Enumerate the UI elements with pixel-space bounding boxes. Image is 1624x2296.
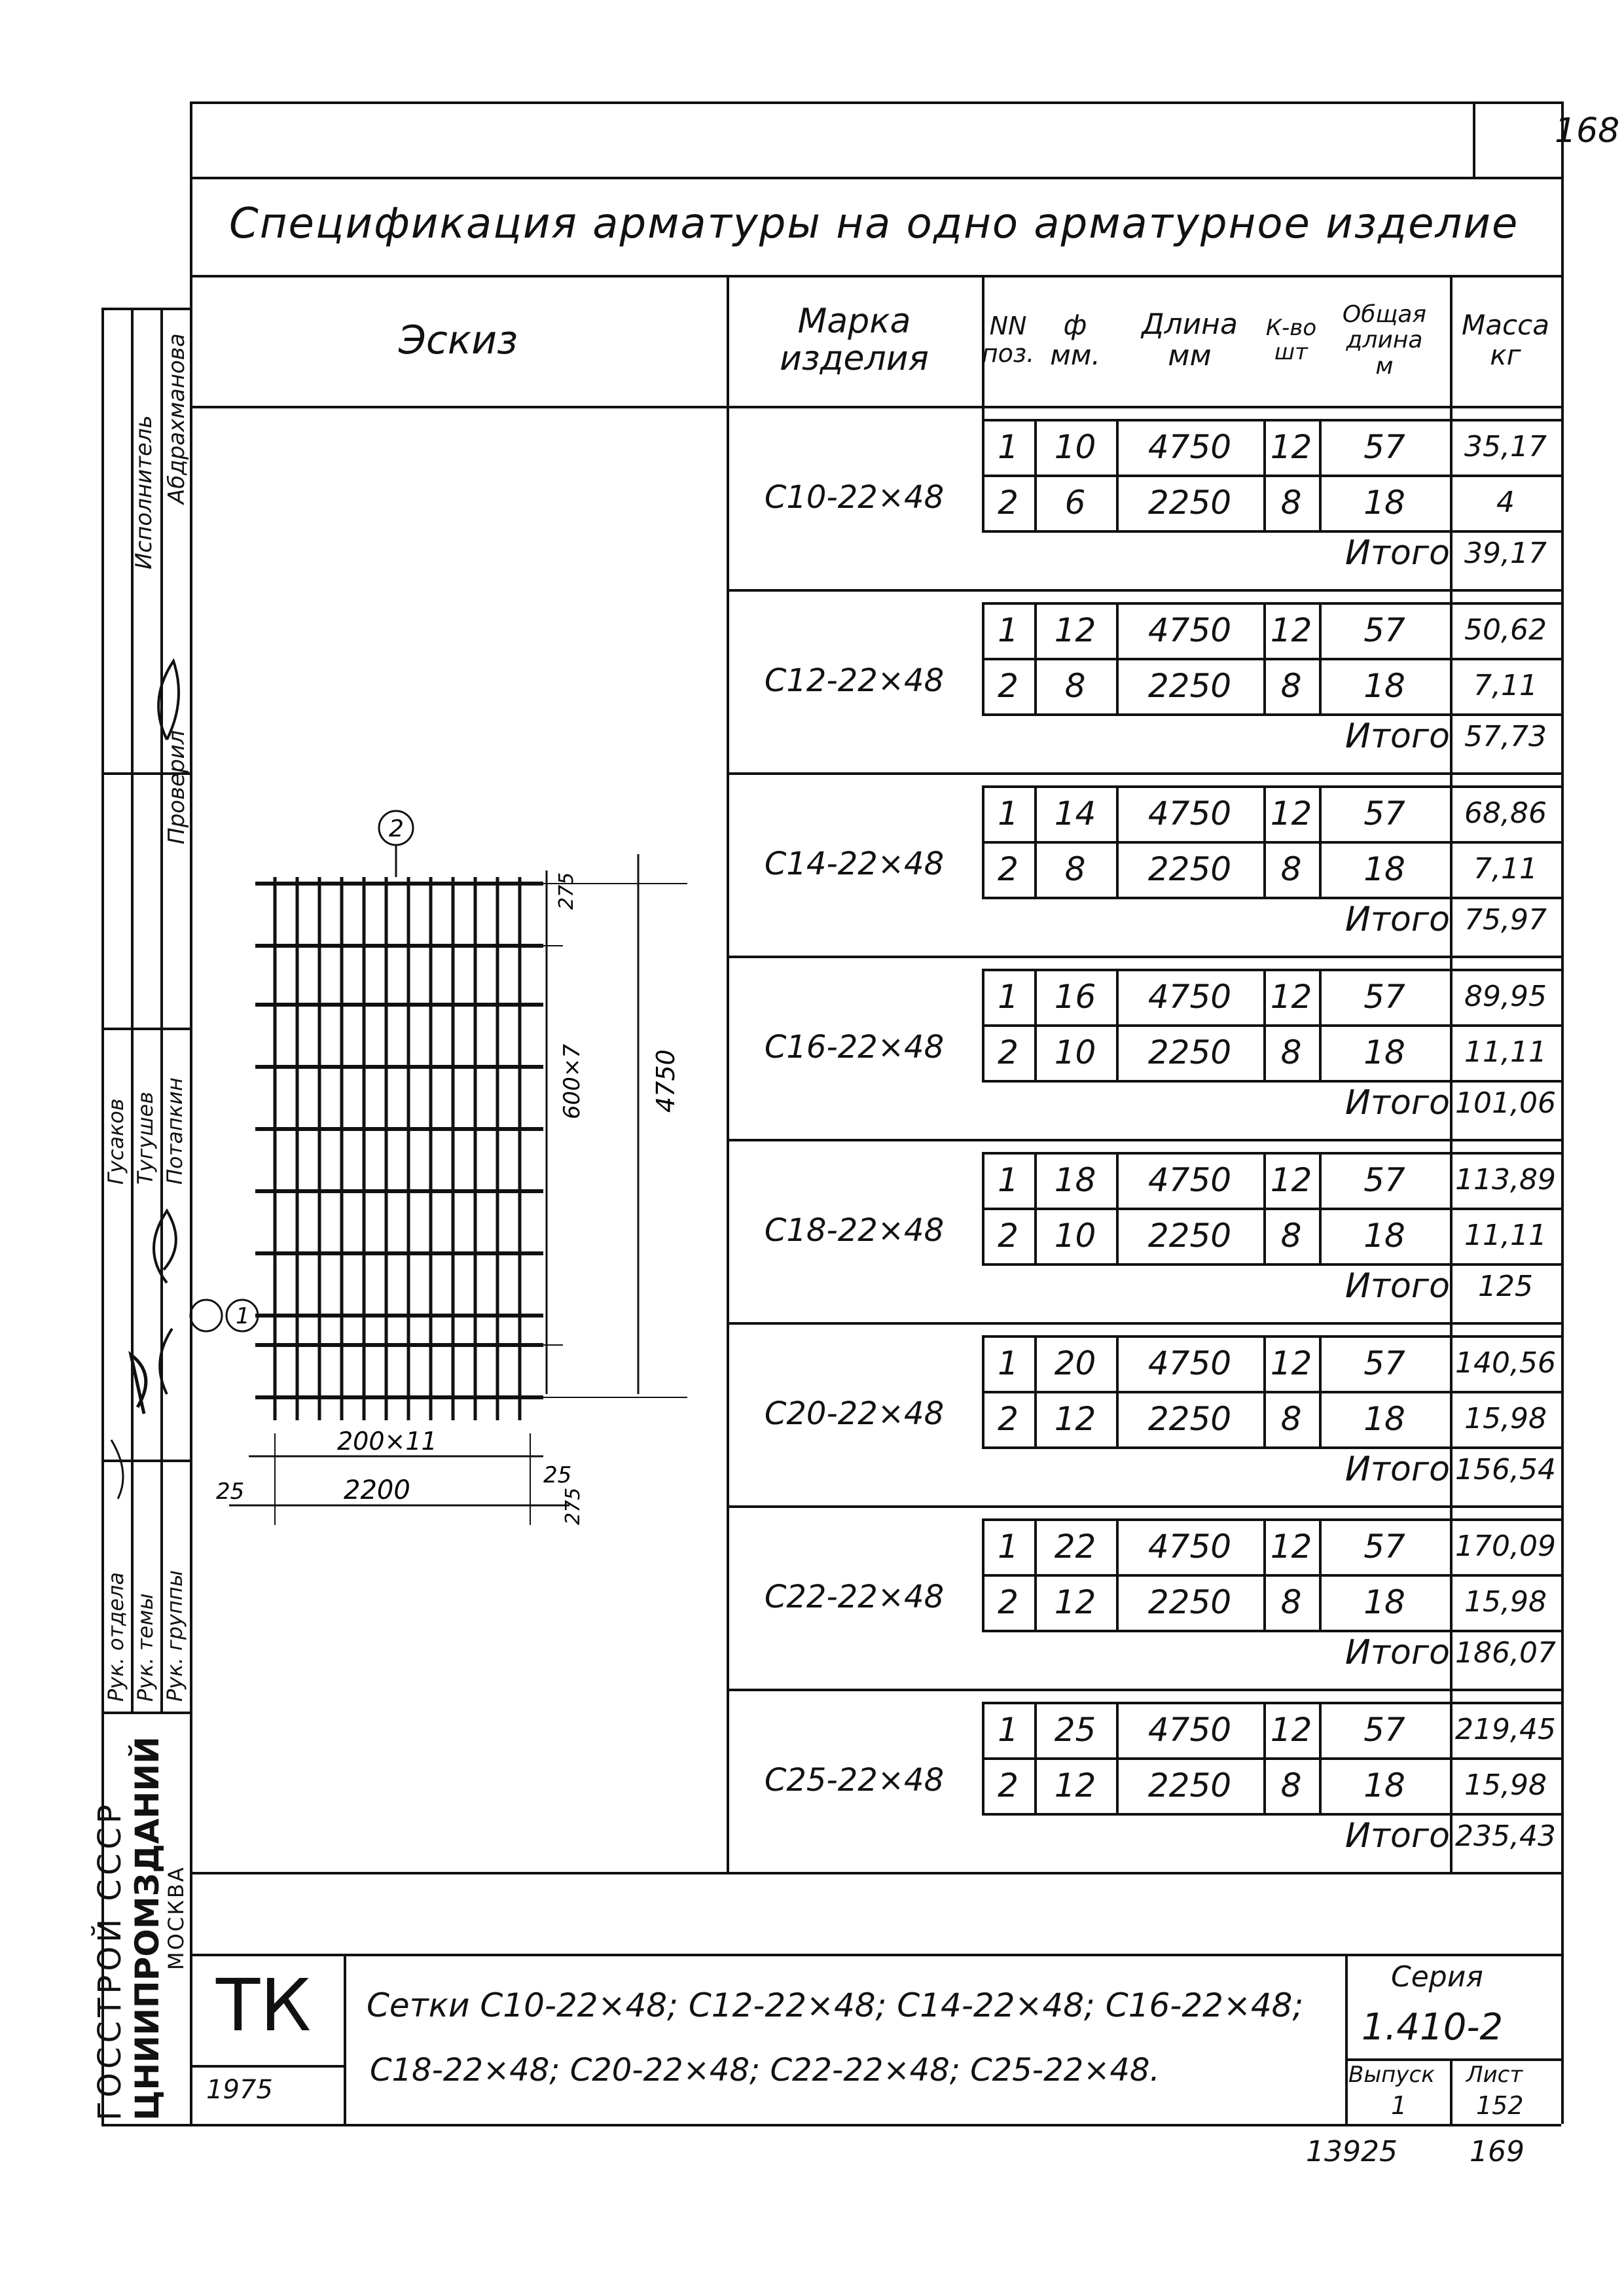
table-cell: 4750 (1147, 427, 1232, 466)
callout-1-label: 1 (236, 1303, 250, 1329)
table-cell: 12 (1270, 977, 1312, 1016)
callout-2-label: 2 (389, 816, 404, 842)
table-cell: 18 (1363, 850, 1405, 888)
table-cell: 57 (1363, 611, 1405, 649)
table-cell: 57 (1363, 1527, 1405, 1566)
org-gosstroy: ГОССТРОЙ СССР (92, 1801, 128, 2121)
table-cell: 2250 (1147, 850, 1232, 888)
header-total-length (1319, 275, 1450, 406)
side-col4-bottom: Абдрахманова (164, 333, 190, 504)
table-cell: 22 (1054, 1527, 1096, 1566)
stamp-series-line (1345, 2058, 1561, 2061)
block-separator (727, 1139, 1561, 1141)
total-value: 235,43 (1455, 1819, 1556, 1853)
org-moskva: МОСКВА (164, 1865, 189, 1970)
table-cell: 2250 (1147, 1399, 1232, 1438)
frame-top-line (190, 101, 1561, 104)
table-cell: 2 (998, 483, 1019, 522)
table-cell: 15,98 (1464, 1402, 1547, 1435)
table-cell: 2 (998, 1583, 1019, 1621)
header-pos-line2: поз. (981, 339, 1035, 368)
table-cell: 8 (1280, 850, 1302, 888)
header-total-length-line3: м (1375, 352, 1394, 380)
stamp-sheet-label: Лист (1466, 2062, 1523, 2088)
table-cell: 2250 (1147, 1583, 1232, 1621)
total-label: Итого (1344, 1266, 1450, 1306)
table-cell: 12 (1270, 1527, 1312, 1566)
product-mark: С18-22×48 (764, 1212, 945, 1249)
table-cell: 18 (1363, 1766, 1405, 1804)
product-mark: С10-22×48 (764, 479, 945, 516)
table-cell: 18 (1363, 1583, 1405, 1621)
table-cell: 7,11 (1473, 852, 1538, 886)
frame-right-line (1561, 101, 1564, 2124)
table-cell: 2250 (1147, 483, 1232, 522)
product-mark: С25-22×48 (764, 1762, 945, 1799)
side-row-line-4 (101, 1712, 190, 1714)
table-cell: 140,56 (1455, 1346, 1556, 1380)
side-block-top-line (101, 308, 190, 310)
table-cell: 11,11 (1464, 1219, 1547, 1252)
stamp-year-line (190, 2065, 344, 2068)
header-mark-line2: изделия (780, 339, 929, 378)
table-cell: 219,45 (1455, 1713, 1556, 1746)
table-cell: 12 (1270, 794, 1312, 833)
block-separator (727, 1689, 1561, 1691)
table-cell: 4750 (1147, 1344, 1232, 1382)
footer-page-number: 169 (1470, 2135, 1525, 2168)
table-cell: 12 (1054, 1399, 1096, 1438)
table-cell: 18 (1363, 1033, 1405, 1071)
header-mass-line1: Масса (1462, 308, 1549, 341)
table-cell: 8 (1280, 1033, 1302, 1071)
table-cell: 15,98 (1464, 1585, 1547, 1619)
table-cell: 12 (1270, 427, 1312, 466)
table-cell: 12 (1054, 1583, 1096, 1621)
dim-spacing-label: 200×11 (337, 1427, 437, 1456)
stamp-top-line (190, 1954, 1561, 1956)
table-cell: 10 (1054, 427, 1096, 466)
side-role-3: Рук. группы (162, 1570, 187, 1702)
stamp-col-line-2 (1345, 1954, 1348, 2124)
side-role-2: Рук. темы (133, 1593, 158, 1702)
side-name-3: Потапкин (162, 1077, 187, 1185)
block-separator (727, 589, 1561, 592)
table-cell: 4 (1496, 486, 1515, 519)
total-label: Итого (1344, 900, 1450, 939)
table-cell: 8 (1280, 1583, 1302, 1621)
table-cell: 2 (998, 666, 1019, 705)
stamp-issue-label: Выпуск (1348, 2062, 1435, 2088)
header-length-line1: Длина (1142, 307, 1238, 341)
table-cell: 57 (1363, 1160, 1405, 1199)
dim-width-label: 2200 (344, 1475, 410, 1505)
header-quantity-line2: шт (1274, 339, 1308, 365)
callout-1 (196, 1283, 288, 1348)
table-cell: 8 (1064, 850, 1086, 888)
table-cell: 57 (1363, 977, 1405, 1016)
header-total-length-line2: длина (1346, 327, 1423, 354)
col-line-mass (1450, 275, 1453, 1872)
stamp-year: 1975 (206, 2075, 273, 2105)
dim-total-label: 4750 (651, 1049, 680, 1113)
table-cell: 2 (998, 1033, 1019, 1071)
table-cell: 1 (998, 977, 1019, 1016)
table-cell: 18 (1363, 483, 1405, 522)
table-cell: 2 (998, 1766, 1019, 1804)
table-cell: 16 (1054, 977, 1096, 1016)
stamp-code: ТК (216, 1964, 312, 2047)
table-cell: 57 (1363, 1710, 1405, 1749)
table-cell: 10 (1054, 1216, 1096, 1255)
table-cell: 12 (1054, 1766, 1096, 1804)
table-cell: 57 (1363, 1344, 1405, 1382)
table-cell: 4750 (1147, 1160, 1232, 1199)
table-cell: 7,11 (1473, 669, 1538, 702)
table-cell: 4750 (1147, 1527, 1232, 1566)
product-mark: С14-22×48 (764, 846, 945, 882)
table-cell: 8 (1280, 1216, 1302, 1255)
table-cell: 2 (998, 1216, 1019, 1255)
header-diameter-line2: мм. (1050, 339, 1100, 371)
table-cell: 12 (1270, 1344, 1312, 1382)
header-quantity-line1: К-во (1265, 314, 1317, 341)
table-cell: 1 (998, 1710, 1019, 1749)
table-cell: 4750 (1147, 794, 1232, 833)
table-cell: 1 (998, 794, 1019, 833)
total-label: Итого (1344, 533, 1450, 573)
table-cell: 14 (1054, 794, 1096, 833)
header-pos (982, 275, 1034, 406)
total-label: Итого (1344, 1816, 1450, 1856)
stamp-series-label: Серия (1391, 1960, 1483, 1994)
title-line (190, 275, 1561, 278)
product-mark: С20-22×48 (764, 1395, 945, 1432)
table-cell: 20 (1054, 1344, 1096, 1382)
header-sketch (190, 275, 727, 406)
col-line-mark (727, 275, 729, 1872)
side-col3-bottom: Проверил (164, 730, 190, 844)
page-number-line (190, 177, 1561, 179)
dim-bottom-label: 275 (562, 1487, 585, 1525)
table-cell: 15,98 (1464, 1768, 1547, 1802)
page-title: Спецификация арматуры на одно арматурное изделие (229, 200, 1519, 248)
header-mark-line1: Марка (797, 301, 911, 341)
total-value: 125 (1478, 1269, 1533, 1303)
stamp-series-value: 1.410-2 (1362, 2006, 1504, 2049)
table-cell: 35,17 (1464, 430, 1547, 463)
table-cell: 12 (1054, 611, 1096, 649)
product-mark: С22-22×48 (764, 1579, 945, 1615)
table-cell: 2250 (1147, 1216, 1232, 1255)
total-value: 101,06 (1455, 1086, 1556, 1120)
table-cell: 1 (998, 1160, 1019, 1199)
stamp-col-line-1 (344, 1954, 346, 2124)
table-cell: 1 (998, 611, 1019, 649)
table-cell: 57 (1363, 427, 1405, 466)
dim-left-label: 25 (216, 1479, 245, 1505)
table-cell: 18 (1363, 1216, 1405, 1255)
side-name-2: Тугушев (133, 1091, 158, 1185)
header-quantity (1263, 275, 1319, 406)
mesh-width-dims (216, 1427, 622, 1571)
table-cell: 2 (998, 1399, 1019, 1438)
table-cell: 8 (1280, 666, 1302, 705)
total-value: 75,97 (1464, 903, 1547, 937)
stamp-description-line1: Сетки С10-22×48; С12-22×48; С14-22×48; С16-22×48; (367, 1986, 1304, 2024)
table-cell: 2250 (1147, 1766, 1232, 1804)
table-cell: 4750 (1147, 977, 1232, 1016)
page-number-divider (1473, 101, 1475, 177)
total-value: 57,73 (1464, 719, 1547, 753)
total-value: 186,07 (1455, 1636, 1556, 1670)
block-separator (727, 1505, 1561, 1508)
header-diameter-line1: ф (1063, 308, 1087, 341)
table-cell: 6 (1064, 483, 1086, 522)
table-cell: 12 (1270, 611, 1312, 649)
table-cell: 12 (1270, 1160, 1312, 1199)
table-cell: 2 (998, 850, 1019, 888)
header-line (190, 406, 1561, 408)
dim-top-label: 275 (555, 872, 578, 910)
table-cell: 113,89 (1455, 1163, 1556, 1196)
dim-right-label: 25 (543, 1462, 572, 1488)
table-cell: 50,62 (1464, 613, 1547, 647)
table-cell: 8 (1064, 666, 1086, 705)
page-number: 168 (1555, 111, 1620, 151)
header-total-length-line1: Общая (1342, 300, 1427, 328)
frame-bottom-line (101, 2124, 1561, 2126)
block-separator (727, 956, 1561, 958)
dim-mid-label: 600×7 (559, 1043, 585, 1119)
header-length (1116, 275, 1263, 406)
header-mass-line2: кг (1490, 339, 1521, 371)
stamp-sheet-value: 152 (1476, 2091, 1524, 2120)
side-name-1: Гусаков (103, 1098, 128, 1185)
header-length-line2: мм (1168, 339, 1212, 372)
total-label: Итого (1344, 1633, 1450, 1672)
total-label: Итого (1344, 717, 1450, 756)
product-mark: С16-22×48 (764, 1029, 945, 1066)
org-tsniipromzdaniy: ЦНИИПРОМЗДАНИЙ (128, 1736, 166, 2121)
table-cell: 8 (1280, 1766, 1302, 1804)
table-cell: 8 (1280, 1399, 1302, 1438)
header-mark (727, 275, 982, 406)
table-cell: 68,86 (1464, 797, 1547, 830)
table-bottom-line (190, 1872, 1561, 1874)
table-cell: 4750 (1147, 1710, 1232, 1749)
table-cell: 18 (1054, 1160, 1096, 1199)
table-cell: 11,11 (1464, 1035, 1547, 1069)
stamp-description-line2: С18-22×48; С20-22×48; С22-22×48; С25-22×48. (370, 2052, 1160, 2089)
table-cell: 25 (1054, 1710, 1096, 1749)
table-cell: 10 (1054, 1033, 1096, 1071)
table-cell: 1 (998, 1344, 1019, 1382)
side-role-1: Рук. отдела (103, 1572, 128, 1702)
table-cell: 1 (998, 427, 1019, 466)
block-separator (727, 1322, 1561, 1325)
total-label: Итого (1344, 1450, 1450, 1489)
side-col3-top: Исполнитель (131, 415, 157, 569)
table-cell: 2250 (1147, 666, 1232, 705)
table-cell: 8 (1280, 483, 1302, 522)
product-mark: С12-22×48 (764, 662, 945, 699)
total-label: Итого (1344, 1083, 1450, 1122)
table-cell: 57 (1363, 794, 1405, 833)
header-diameter (1034, 275, 1116, 406)
table-cell: 12 (1270, 1710, 1312, 1749)
block-separator (727, 772, 1561, 775)
table-cell: 89,95 (1464, 980, 1547, 1013)
frame-left-line (190, 101, 192, 2124)
table-cell: 2250 (1147, 1033, 1232, 1071)
signatures (105, 589, 190, 1571)
table-cell: 18 (1363, 666, 1405, 705)
footer-inventory-number: 13925 (1306, 2135, 1398, 2168)
total-value: 39,17 (1464, 536, 1547, 570)
stamp-issue-value: 1 (1391, 2091, 1407, 2120)
total-value: 156,54 (1455, 1452, 1556, 1486)
header-pos-line1: NN (989, 312, 1027, 341)
table-cell: 4750 (1147, 611, 1232, 649)
table-cell: 1 (998, 1527, 1019, 1566)
stamp-sheet-divider (1450, 2058, 1453, 2124)
header-sketch-label: Эскиз (398, 317, 518, 363)
table-cell: 18 (1363, 1399, 1405, 1438)
header-mass (1450, 275, 1561, 406)
table-cell: 170,09 (1455, 1530, 1556, 1563)
